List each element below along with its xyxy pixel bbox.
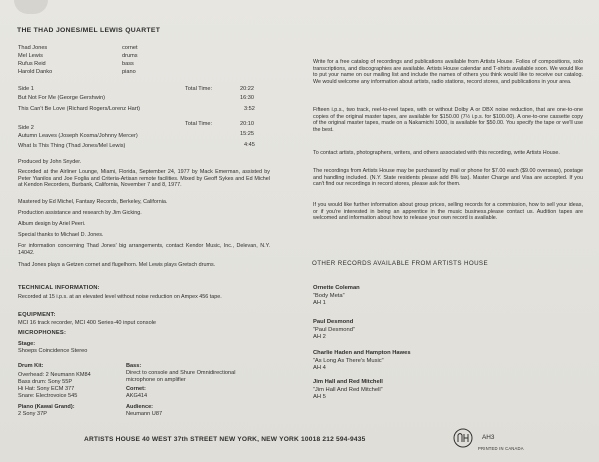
stage-mic: Shoeps Coincidence Stereo [18,348,88,354]
record-artist: Jim Hall and Red Mitchell [313,379,383,385]
info-contact: To contact artists, photographers, writers, and others associated with this recording, write Artists House. [313,150,560,156]
technical-header: TECHNICAL INFORMATION: [18,285,100,291]
personnel-instrument: drums [122,53,138,59]
side-label: Side 1 [18,86,34,92]
credit-recording: Recorded at the Airliner Lounge, Miami, Florida, September 24, 1977 by Mack Emerman, assisted by Peter Yianilos and Joe Foglia and Criteria-Artisan remote facilities. Mixed by Geoff Sykes and Ed Michel at Kendon Recorders, Burbank, California, November 7 and 8, 1977. [18,169,270,189]
credit-producer: Produced by John Snyder. [18,159,82,165]
personnel-instrument: bass [122,61,134,67]
credit-arrangements: For information concerning Thad Jones' big arrangements, contact Kendor Music, Inc., Delevan, N.Y. 14042. [18,243,270,256]
personnel-instrument: piano [122,69,136,75]
total-time: 20:22 [240,86,254,92]
info-business: If you would like further information about group prices, selling records for a commission, how to sell your ideas, or if you're interested in being an apprentice in the music business,please contact us. Audition tapes are welcomed and information about how to release your own record is available. [313,202,583,222]
record-artist: Ornette Coleman [313,285,360,291]
credit-album-design: Album design by Ariel Peeri. [18,221,86,227]
personnel-name: Thad Jones [18,45,48,51]
track-time: 3:52 [244,106,255,112]
stage-label: Stage: [18,341,36,347]
record-entry [313,285,360,308]
info-catalog: Write for a free catalog of recordings and publications available from Artists House. Folios of compositions, solo transcriptions, and discographies are available. Artists House calendar and T-shirts available soon. We would like to put your name on our mailing list and include the names of others you think would like to receive our catalog. We would welcome any information about artists, radio stations, record stores, and publications in your area. [313,59,583,85]
track-title: But Not For Me (George Gershwin) [18,95,106,101]
record-catalog-number: AH 2 [313,334,326,341]
microphones-header: MICROPHONES: [18,330,67,336]
personnel-name: Rufus Reid [18,61,46,67]
record-catalog-number: AH 1 [313,300,326,307]
track-title: Autumn Leaves (Joseph Kosma/Johnny Mercer) [18,133,138,139]
info-tapes: Fifteen i.p.s., two track, reel-to-reel tapes, with or without Dolby A or DBX noise reduction, that are one-to-one copies of the original master tapes, are available for $150.00 (7½ i.p.s. for $100.00). A one-to-one cassette copy of the original master tapes, made on a Nakamichi 1000, is available for $50.00. You specify the tape or we'll use the best. [313,107,583,133]
drumkit-mic: Overhead: 2 Neumann KM84 [18,372,91,378]
credit-thanks: Special thanks to Michael D. Jones. [18,232,104,238]
artists-house-logo-icon [453,428,473,448]
cornet-mic: AKG414 [126,393,148,399]
other-records-header: OTHER RECORDS AVAILABLE FROM ARTISTS HOUSE [312,260,488,267]
piano-label: Piano (Kawai Grand): [18,404,75,410]
drumkit-mic: Snare: Electrovoice 545 [18,393,78,399]
audience-label: Audience: [126,404,154,410]
drumkit-mic: Hi Hat: Sony ECM 377 [18,386,75,392]
total-time-label: Total Time: [185,86,213,92]
track-time: 4:45 [244,142,255,148]
cornet-label: Cornet: [126,386,146,392]
album-title: THE THAD JONES/MEL LEWIS QUARTET [17,27,161,34]
equipment-text: MCI 16 track recorder, MCI 400 Series-40 input console [18,320,157,326]
record-catalog-number: AH 4 [313,365,326,372]
personnel-instrument: cornet [122,45,138,51]
catalog-number: AH3 [482,434,495,441]
credit-production: Production assistance and research by Jim Gicking. [18,210,142,216]
record-album: “Jim Hall And Red Mitchell” [313,386,383,393]
record-artist: Charlie Haden and Hampton Hawes [313,350,411,356]
total-time-label: Total Time: [185,121,213,127]
record-artist: Paul Desmond [313,319,354,325]
record-album: “Paul Desmond” [313,326,355,333]
printed-in-canada: PRINTED IN CANADA [478,446,524,451]
track-time: 16:30 [240,95,254,101]
personnel-name: Harold Danko [18,69,53,75]
bass-mic: microphone on amplifier [126,377,186,383]
record-album: “As Long As There's Music” [313,357,384,364]
piano-mic: 2 Sony 37P [18,411,47,417]
bass-mic: Direct to console and Shure Omnidirectional [126,370,236,376]
total-time: 20:10 [240,121,254,127]
track-title: What Is This Thing (Thad Jones/Mel Lewis) [18,143,126,149]
drumkit-mic: Bass drum: Sony 55P [18,379,73,385]
technical-recorded: Recorded at 15 i.p.s. at an elevated level without noise reduction on Ampex 456 tape. [18,294,222,300]
personnel-name: Mel Lewis [18,53,43,59]
record-entry [313,379,383,402]
bass-label: Bass: [126,363,142,369]
sticker-residue [14,0,48,14]
equipment-header: EQUIPMENT: [18,312,56,318]
side-label: Side 2 [18,125,34,131]
track-time: 15:25 [240,131,254,137]
credit-mastering: Mastered by Ed Michel, Fantasy Records, Berkeley, California. [18,199,168,205]
audience-mic: Neumann U87 [126,411,163,417]
record-album: “Body Meta” [313,292,345,299]
record-catalog-number: AH 5 [313,394,326,401]
record-entry [313,319,355,342]
track-title: This Can't Be Love (Richard Rogers/Lorenz Hart) [18,106,141,112]
footer-address: ARTISTS HOUSE 40 WEST 37th STREET NEW YORK, NEW YORK 10018 212 594-9435 [84,436,366,443]
info-purchase: The recordings from Artists House may be purchased by mail or phone for $7.00 each ($9.00 overseas), postage and handling included. (N.Y. State residents please add 8% tax). Master Charge and Visa are accepted. If you can't find our recordings in record stores, please ask for them. [313,168,583,188]
drumkit-label: Drum Kit: [18,363,44,369]
credit-instruments: Thad Jones plays a Getzen cornet and flugelhorn. Mel Lewis plays Gretsch drums. [18,262,216,268]
record-entry [313,350,411,373]
